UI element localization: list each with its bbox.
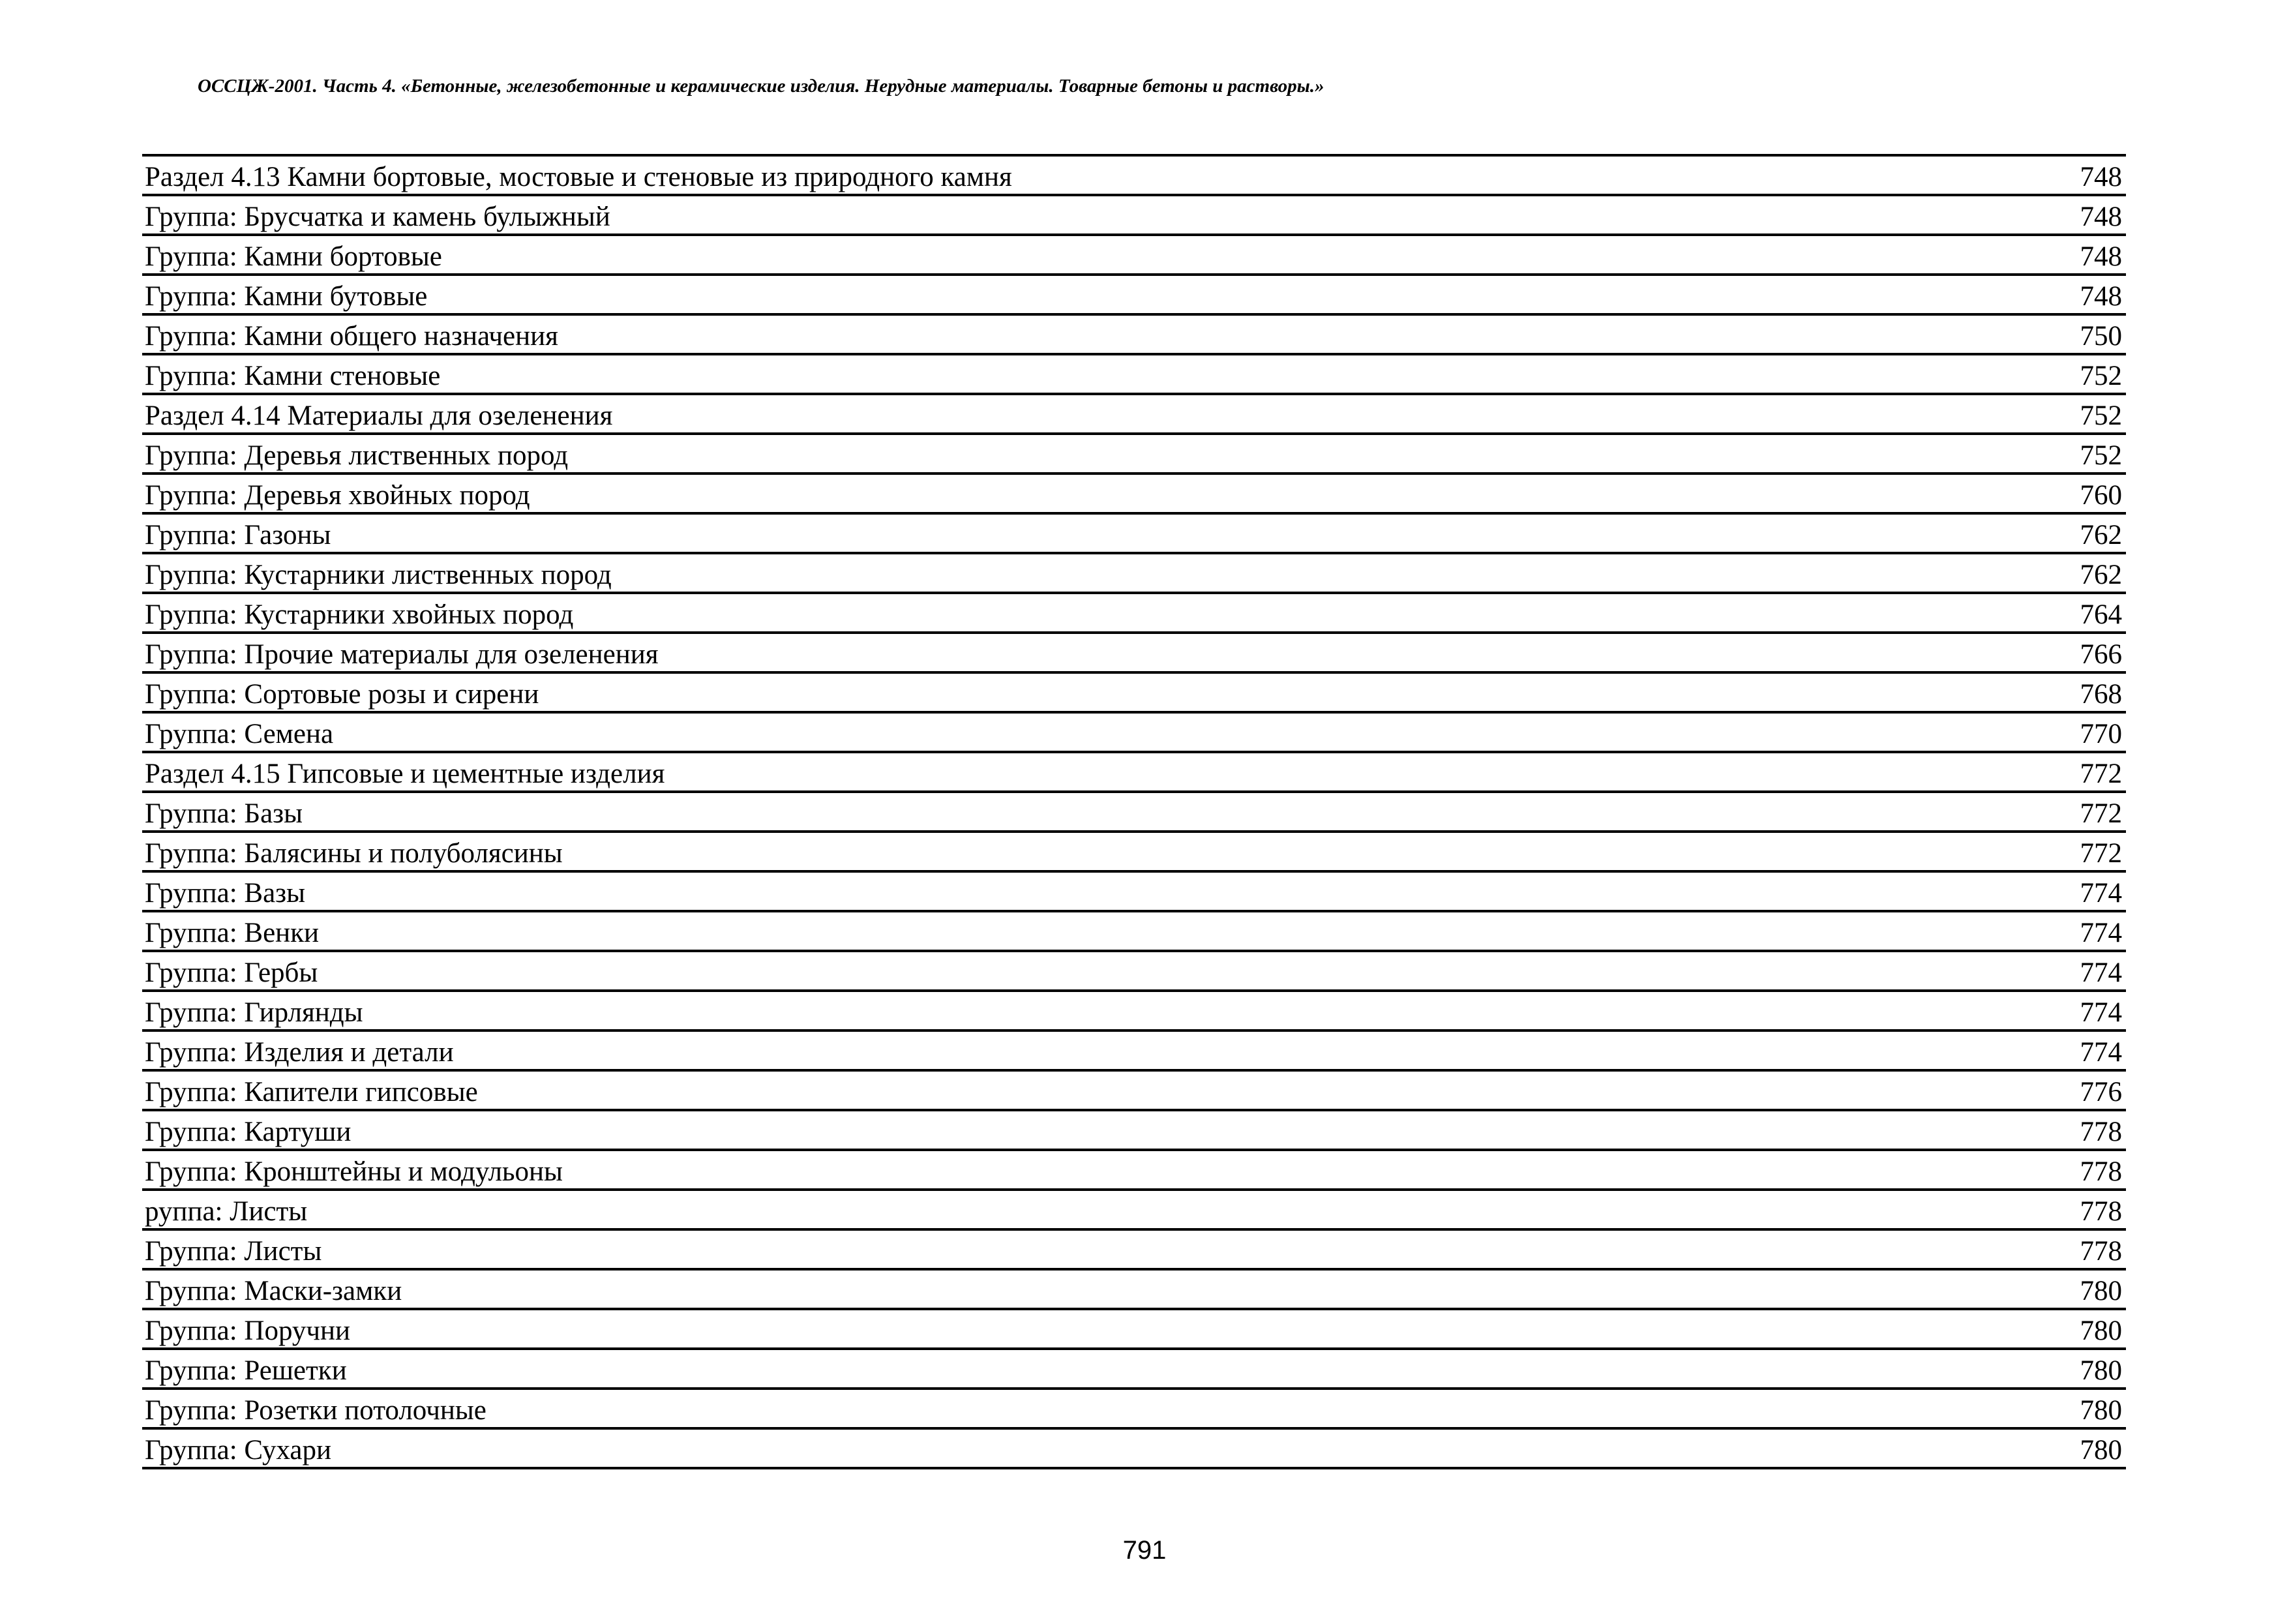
toc-row	[142, 1350, 2126, 1390]
toc-row	[142, 912, 2126, 952]
toc-entry-title: Группа: Сухари	[145, 1435, 332, 1466]
toc-entry-page: 772	[2080, 759, 2122, 789]
toc-entry-title: Группа: Камни стеновые	[145, 361, 441, 391]
toc-row	[142, 236, 2126, 276]
toc-entry-title: Группа: Вазы	[145, 878, 306, 909]
toc-entry-page: 780	[2080, 1395, 2122, 1426]
toc-entry-page: 752	[2080, 361, 2122, 391]
toc-row	[142, 276, 2126, 316]
toc-entry-title: Группа: Розетки потолочные	[145, 1395, 486, 1426]
toc-row	[142, 515, 2126, 554]
toc-entry-page: 752	[2080, 440, 2122, 471]
toc-entry-page: 762	[2080, 520, 2122, 550]
toc-entry-title: Группа: Поручни	[145, 1316, 351, 1346]
toc-entry-page: 774	[2080, 957, 2122, 988]
toc-row	[142, 554, 2126, 594]
toc-entry-page: 770	[2080, 719, 2122, 749]
toc-entry-title: Раздел 4.14 Материалы для озеленения	[145, 400, 613, 431]
toc-row	[142, 714, 2126, 753]
toc-entry-title: Группа: Маски-замки	[145, 1276, 402, 1306]
toc-entry-title: Группа: Картуши	[145, 1117, 352, 1147]
toc-entry-page: 772	[2080, 838, 2122, 869]
toc-entry-title: Группа: Гербы	[145, 957, 318, 988]
toc-row	[142, 316, 2126, 355]
toc-entry-title: Группа: Венки	[145, 918, 320, 948]
toc-entry-page: 760	[2080, 480, 2122, 511]
toc-row	[142, 1271, 2126, 1310]
toc-entry-page: 748	[2080, 162, 2122, 192]
toc-entry-page: 768	[2080, 679, 2122, 710]
toc-row	[142, 1390, 2126, 1430]
toc-entry-title: Группа: Брусчатка и камень булыжный	[145, 202, 610, 232]
toc-entry-page: 780	[2080, 1316, 2122, 1346]
toc-entry-page: 778	[2080, 1236, 2122, 1267]
toc-entry-title: Группа: Сортовые розы и сирени	[145, 679, 539, 710]
toc-entry-page: 780	[2080, 1276, 2122, 1306]
toc-row	[142, 196, 2126, 236]
toc-entry-title: Группа: Деревья лиственных пород	[145, 440, 569, 471]
toc-row	[142, 1191, 2126, 1231]
toc-row	[142, 395, 2126, 435]
toc-entry-title: Группа: Деревья хвойных пород	[145, 480, 530, 511]
toc-entry-page: 772	[2080, 798, 2122, 829]
toc-row	[142, 1151, 2126, 1191]
toc-entry-page: 774	[2080, 1037, 2122, 1068]
toc-entry-page: 750	[2080, 321, 2122, 352]
toc-entry-page: 780	[2080, 1355, 2122, 1386]
toc-row	[142, 992, 2126, 1032]
toc-entry-page: 776	[2080, 1077, 2122, 1107]
toc-row	[142, 1072, 2126, 1111]
toc-entry-page: 762	[2080, 560, 2122, 590]
toc-entry-title: Раздел 4.15 Гипсовые и цементные изделия	[145, 759, 665, 789]
toc-entry-title: Группа: Балясины и полуболясины	[145, 838, 563, 869]
document-header: ОССЦЖ-2001. Часть 4. «Бетонные, железобетонные и керамические изделия. Нерудные материалы. Товарные бетоны и растворы.»	[198, 76, 1324, 97]
toc-entry-title: Группа: Камни общего назначения	[145, 321, 558, 352]
toc-entry-title: Группа: Прочие материалы для озеленения	[145, 639, 659, 670]
page-number: 791	[1122, 1536, 1167, 1565]
toc-row	[142, 873, 2126, 912]
toc-row	[142, 475, 2126, 515]
toc-entry-title: Группа: Камни бутовые	[145, 281, 428, 312]
toc-row	[142, 1430, 2126, 1469]
toc-entry-title: Группа: Изделия и детали	[145, 1037, 454, 1068]
toc-entry-page: 778	[2080, 1117, 2122, 1147]
toc-row	[142, 1032, 2126, 1072]
toc-row	[142, 793, 2126, 833]
toc-row	[142, 634, 2126, 674]
toc-entry-title: руппа: Листы	[145, 1196, 308, 1227]
toc-row	[142, 594, 2126, 634]
toc-entry-page: 766	[2080, 639, 2122, 670]
toc-entry-title: Группа: Гирлянды	[145, 997, 363, 1028]
toc-entry-page: 752	[2080, 400, 2122, 431]
toc-entry-page: 748	[2080, 202, 2122, 232]
toc-row	[142, 674, 2126, 714]
toc-entry-title: Группа: Семена	[145, 719, 334, 749]
toc-row	[142, 753, 2126, 793]
toc-entry-title: Группа: Капители гипсовые	[145, 1077, 478, 1107]
toc-entry-page: 778	[2080, 1156, 2122, 1187]
toc-row	[142, 435, 2126, 475]
toc-row	[142, 1111, 2126, 1151]
toc-entry-page: 748	[2080, 281, 2122, 312]
toc-row	[142, 1310, 2126, 1350]
toc-entry-page: 748	[2080, 241, 2122, 272]
toc-entry-page: 774	[2080, 918, 2122, 948]
toc-entry-title: Группа: Газоны	[145, 520, 331, 550]
toc-entry-page: 774	[2080, 997, 2122, 1028]
toc-entry-title: Группа: Листы	[145, 1236, 322, 1267]
toc-entry-title: Группа: Решетки	[145, 1355, 347, 1386]
toc-row	[142, 833, 2126, 873]
toc-row	[142, 157, 2126, 196]
toc-entry-page: 764	[2080, 599, 2122, 630]
toc-entry-title: Группа: Кустарники хвойных пород	[145, 599, 574, 630]
toc-entry-title: Группа: Кустарники лиственных пород	[145, 560, 612, 590]
toc-entry-title: Группа: Кронштейны и модульоны	[145, 1156, 563, 1187]
toc-row	[142, 355, 2126, 395]
toc-entry-title: Группа: Камни бортовые	[145, 241, 442, 272]
toc-row	[142, 1231, 2126, 1271]
toc-entry-page: 774	[2080, 878, 2122, 909]
toc-entry-title: Группа: Базы	[145, 798, 303, 829]
toc-entry-page: 780	[2080, 1435, 2122, 1466]
toc-table	[142, 154, 2126, 1469]
toc-entry-page: 778	[2080, 1196, 2122, 1227]
toc-row	[142, 952, 2126, 992]
toc-entry-title: Раздел 4.13 Камни бортовые, мостовые и стеновые из природного камня	[145, 162, 1012, 192]
